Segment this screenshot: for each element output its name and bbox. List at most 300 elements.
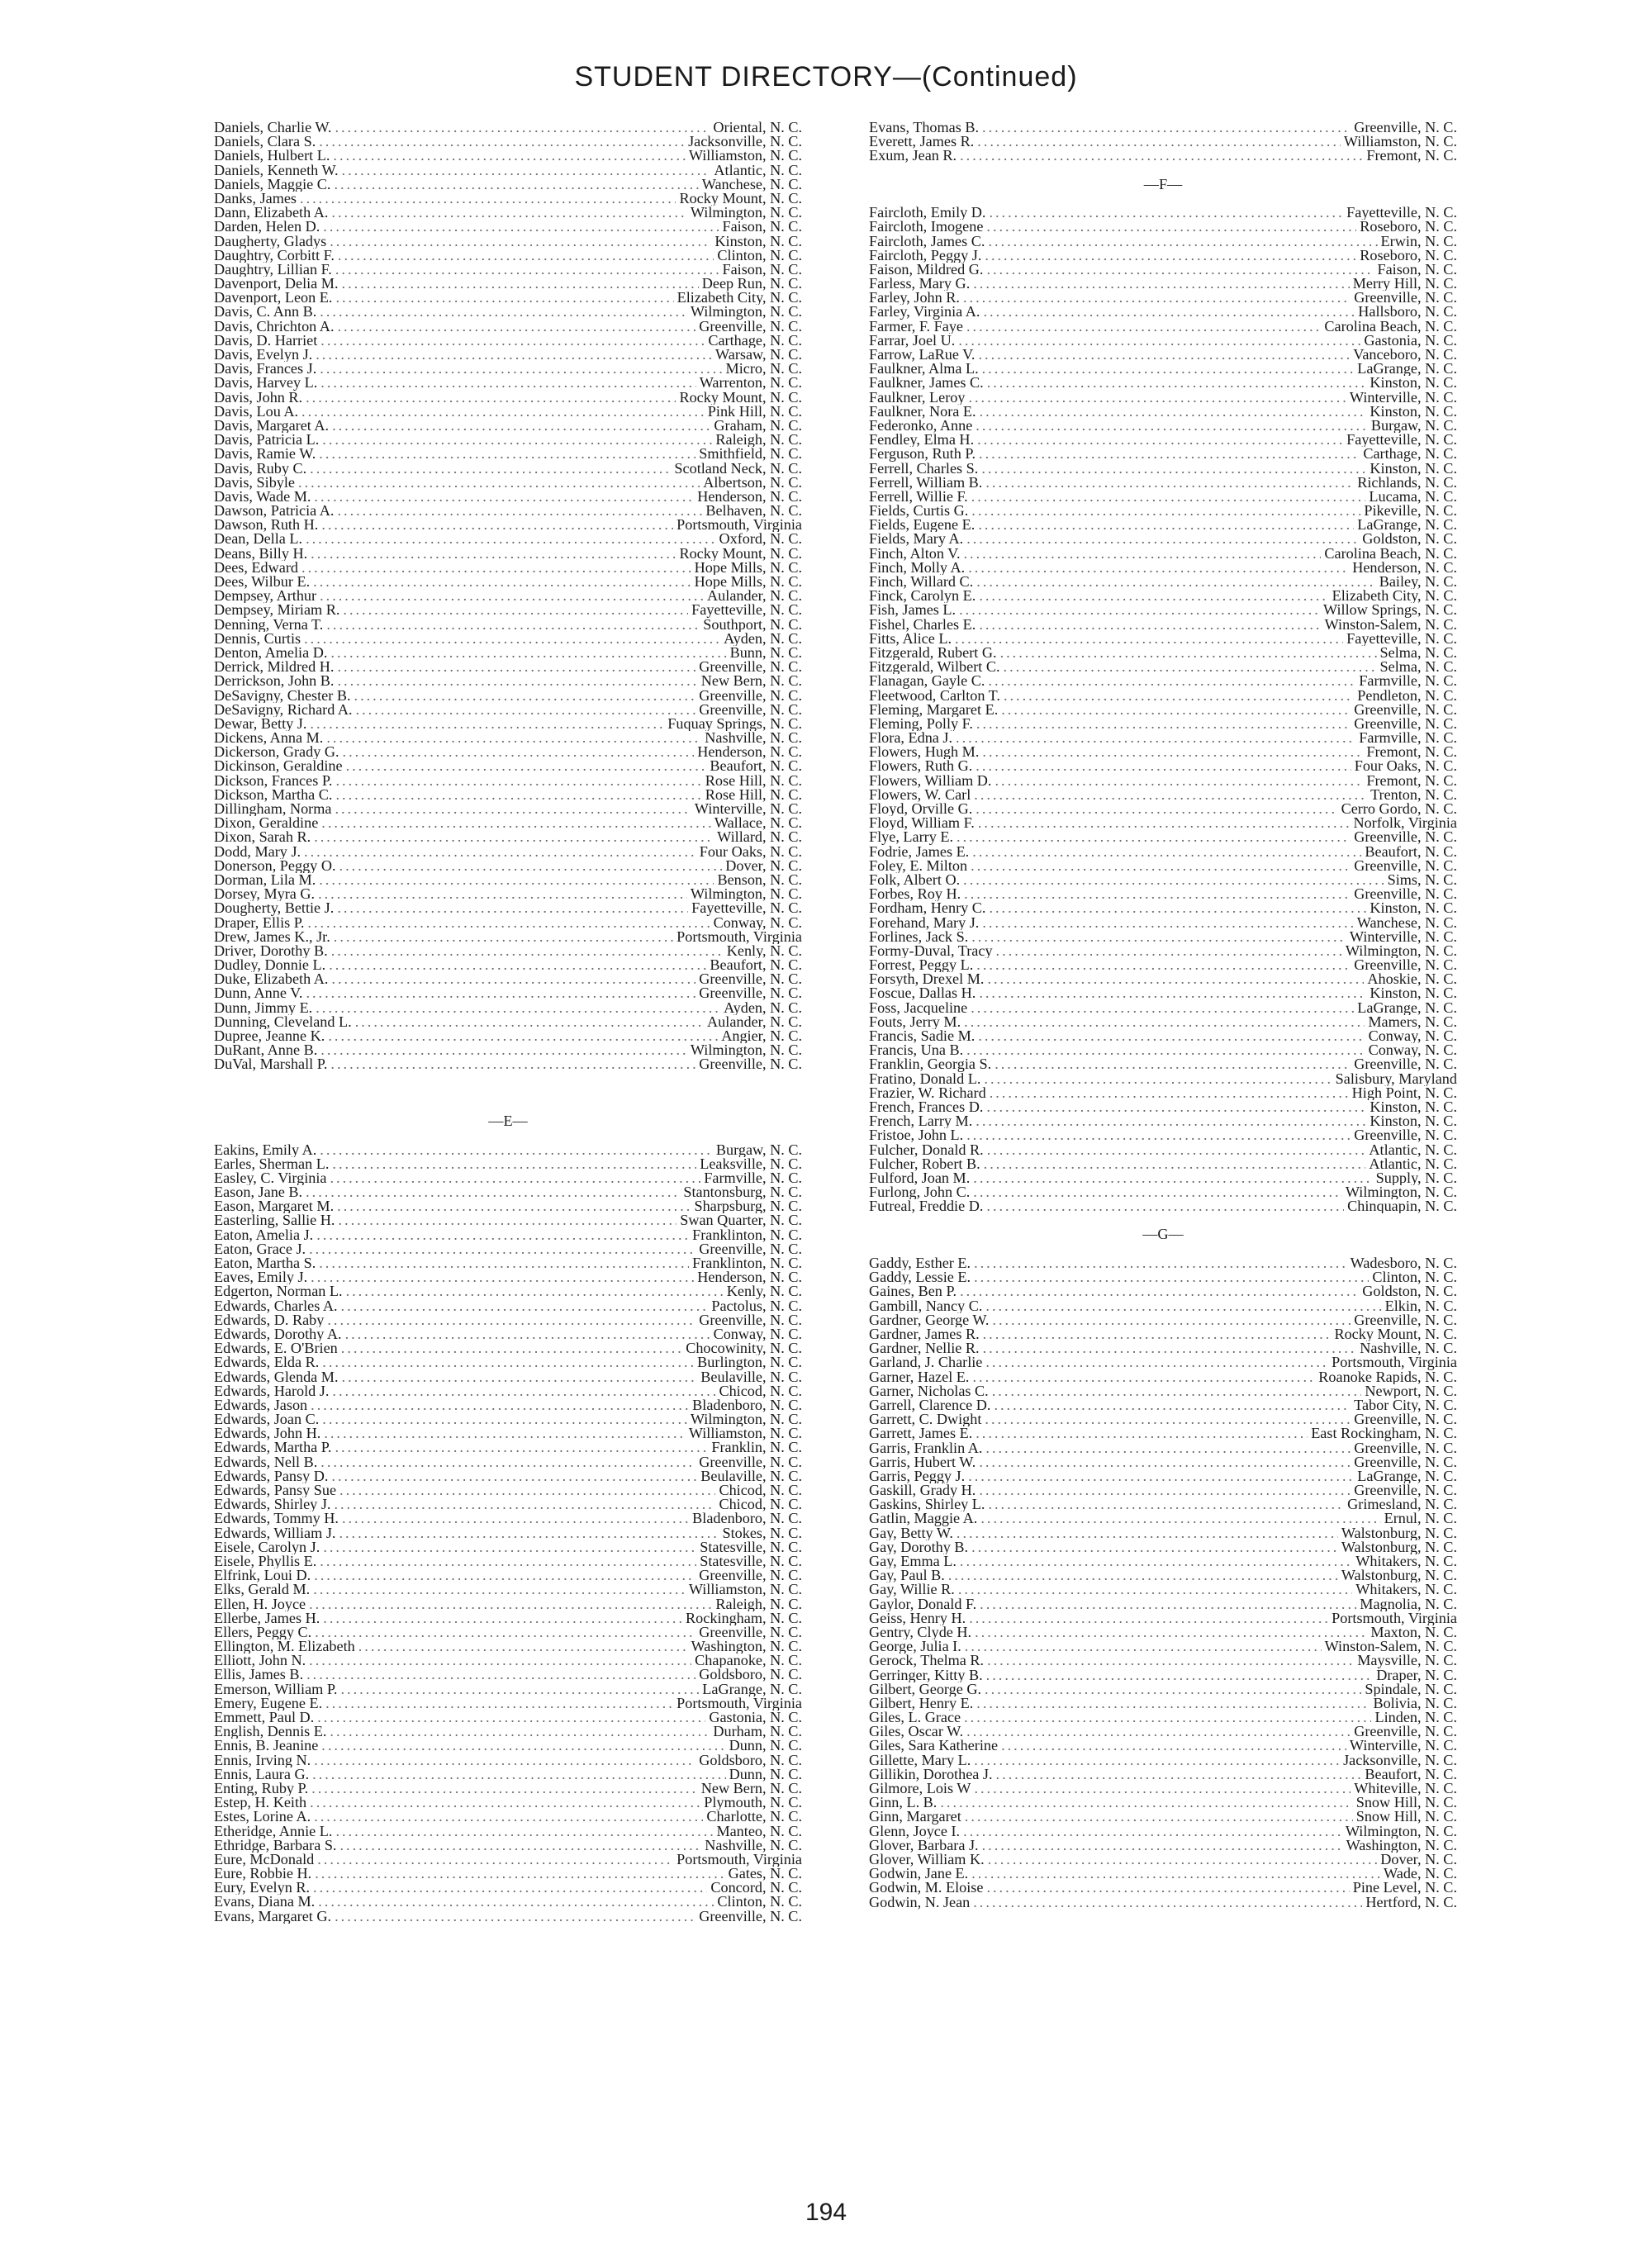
hometown: Greenville, N. C. bbox=[1354, 1057, 1457, 1072]
directory-entry bbox=[214, 362, 802, 376]
directory-entry bbox=[869, 689, 1457, 703]
student-name: Ellerbe, James H. bbox=[214, 1611, 320, 1625]
student-name: Dickson, Frances P. bbox=[214, 773, 333, 788]
directory-entry bbox=[214, 419, 802, 433]
dot-leader bbox=[986, 1881, 1349, 1895]
student-name: Ginn, Margaret bbox=[869, 1810, 961, 1825]
student-name: Finch, Willard C. bbox=[869, 575, 974, 590]
directory-entry bbox=[214, 830, 802, 844]
student-name: Geiss, Henry H. bbox=[869, 1611, 966, 1625]
student-name: Gatlin, Maggie A. bbox=[869, 1511, 978, 1526]
hometown: Williamston, N. C. bbox=[688, 1426, 802, 1441]
directory-entry bbox=[214, 1654, 802, 1668]
hometown: Raleigh, N. C. bbox=[715, 1597, 802, 1611]
dot-leader bbox=[309, 1597, 712, 1611]
student-name: Gambill, Nancy C. bbox=[869, 1298, 983, 1313]
hometown: Atlantic, N. C. bbox=[1369, 1142, 1457, 1157]
dot-leader bbox=[337, 660, 695, 674]
student-name: Fodrie, James E. bbox=[869, 844, 970, 859]
directory-entry bbox=[869, 845, 1457, 859]
student-name: Dodd, Mary J. bbox=[214, 844, 301, 859]
hometown: Atlantic, N. C. bbox=[1369, 1156, 1457, 1171]
hometown: Warrenton, N. C. bbox=[699, 376, 802, 391]
dot-leader bbox=[1001, 1739, 1346, 1753]
directory-entry bbox=[214, 1299, 802, 1313]
dot-leader bbox=[322, 1355, 694, 1369]
dot-leader bbox=[989, 901, 1366, 915]
student-name: Ennis, Laura G. bbox=[214, 1767, 310, 1782]
student-name: Dixon, Sarah R. bbox=[214, 830, 311, 845]
directory-entry bbox=[214, 135, 802, 149]
hometown: Winterville, N. C. bbox=[1349, 1739, 1457, 1753]
directory-entry bbox=[869, 263, 1457, 277]
dot-leader bbox=[965, 1810, 1353, 1824]
directory-entry bbox=[869, 986, 1457, 1000]
hometown: Deep Run, N. C. bbox=[701, 277, 802, 292]
directory-entry bbox=[869, 1654, 1457, 1668]
hometown: Carthage, N. C. bbox=[1363, 447, 1457, 462]
student-name: Faulkner, Alma L. bbox=[869, 362, 979, 377]
directory-entry bbox=[214, 249, 802, 263]
student-name: Fleming, Polly F. bbox=[869, 716, 973, 732]
hometown: Carolina Beach, N. C. bbox=[1324, 319, 1457, 334]
dot-leader bbox=[984, 1157, 1366, 1171]
hometown: Mamers, N. C. bbox=[1368, 1014, 1457, 1030]
student-name: Draper, Ellis P. bbox=[214, 915, 305, 930]
student-name: Giles, L. Grace bbox=[869, 1711, 961, 1725]
hometown: Wilmington, N. C. bbox=[690, 1412, 802, 1427]
directory-entry bbox=[869, 660, 1457, 674]
dot-leader bbox=[309, 1654, 691, 1668]
student-name: Davis, Lou A. bbox=[214, 404, 299, 419]
directory-entry bbox=[869, 1100, 1457, 1114]
student-name: Dees, Wilbur E. bbox=[214, 575, 311, 590]
dot-leader bbox=[337, 901, 688, 915]
hometown: Stantonsburg, N. C. bbox=[683, 1185, 802, 1200]
dot-leader bbox=[321, 1739, 725, 1753]
hometown: Wilmington, N. C. bbox=[690, 887, 802, 902]
student-name: Gilbert, Henry E. bbox=[869, 1696, 974, 1711]
hometown: Rocky Mount, N. C. bbox=[679, 390, 802, 405]
dot-leader bbox=[986, 220, 1356, 234]
student-name: Francis, Sadie M. bbox=[869, 1029, 976, 1044]
directory-entry bbox=[869, 149, 1457, 163]
hometown: Kinston, N. C. bbox=[1370, 901, 1457, 916]
student-name: Daughtry, Lillian F. bbox=[214, 262, 332, 278]
dot-leader bbox=[316, 1001, 720, 1015]
directory-entry bbox=[214, 618, 802, 632]
directory-entry bbox=[214, 972, 802, 986]
directory-entry bbox=[869, 618, 1457, 632]
dot-leader bbox=[979, 618, 1321, 632]
dot-leader bbox=[964, 1015, 1365, 1029]
dot-leader bbox=[331, 1469, 697, 1483]
hometown: Bladenboro, N. C. bbox=[692, 1511, 802, 1526]
student-name: Fishel, Charles E. bbox=[869, 617, 976, 632]
hometown: Faison, N. C. bbox=[722, 262, 802, 278]
dot-leader bbox=[342, 164, 711, 178]
student-name: Deans, Billy H. bbox=[214, 546, 308, 561]
dot-leader bbox=[966, 532, 1359, 546]
hometown: Four Oaks, N. C. bbox=[1354, 759, 1457, 774]
hometown: Clinton, N. C. bbox=[1372, 1270, 1457, 1285]
hometown: Goldston, N. C. bbox=[1362, 532, 1457, 547]
hometown: Rocky Mount, N. C. bbox=[679, 546, 802, 561]
directory-entry bbox=[869, 376, 1457, 390]
dot-leader bbox=[314, 1810, 703, 1824]
student-name: Faircloth, Imogene bbox=[869, 220, 984, 235]
directory-entry bbox=[869, 1511, 1457, 1526]
directory-entry bbox=[214, 1157, 802, 1171]
hometown: LaGrange, N. C. bbox=[1357, 362, 1457, 377]
directory-column-left bbox=[214, 121, 802, 1924]
student-name: Glover, Barbara J. bbox=[869, 1838, 979, 1853]
dot-leader bbox=[332, 1384, 715, 1398]
dot-leader bbox=[346, 1284, 724, 1298]
hometown: Statesville, N. C. bbox=[700, 1554, 802, 1569]
dot-leader bbox=[979, 589, 1328, 603]
dot-leader bbox=[343, 603, 688, 617]
student-name: Gaddy, Esther E. bbox=[869, 1256, 971, 1271]
directory-entry bbox=[214, 660, 802, 674]
directory-entry bbox=[869, 646, 1457, 660]
directory-entry bbox=[869, 1270, 1457, 1284]
hometown: Greenville, N. C. bbox=[699, 986, 802, 1001]
directory-entry bbox=[214, 1256, 802, 1270]
directory-entry bbox=[214, 1270, 802, 1284]
directory-entry bbox=[214, 320, 802, 334]
student-name: Dupree, Jeanne K. bbox=[214, 1029, 325, 1044]
directory-entry bbox=[214, 717, 802, 731]
hometown: New Bern, N. C. bbox=[700, 674, 802, 689]
hometown: Tabor City, N. C. bbox=[1354, 1397, 1457, 1413]
directory-entry bbox=[869, 1398, 1457, 1412]
hometown: Portsmouth, Virginia bbox=[676, 1696, 802, 1711]
hometown: Whitakers, N. C. bbox=[1355, 1554, 1457, 1569]
directory-entry bbox=[869, 334, 1457, 348]
hometown: Leaksville, N. C. bbox=[700, 1156, 802, 1171]
hometown: Winterville, N. C. bbox=[1349, 929, 1457, 944]
dot-leader bbox=[320, 589, 704, 603]
dot-leader bbox=[331, 944, 724, 958]
hometown: Conway, N. C. bbox=[713, 915, 802, 930]
directory-entry bbox=[869, 1711, 1457, 1725]
student-name: Edwards, John H. bbox=[214, 1426, 321, 1441]
directory-entry bbox=[214, 1682, 802, 1696]
student-name: Garland, J. Charlie bbox=[869, 1355, 983, 1370]
hometown: Pink Hill, N. C. bbox=[707, 404, 802, 419]
directory-entry bbox=[869, 930, 1457, 944]
directory-entry bbox=[869, 703, 1457, 717]
directory-entry bbox=[869, 873, 1457, 887]
hometown: Wilmington, N. C. bbox=[1345, 1824, 1457, 1839]
dot-leader bbox=[320, 376, 695, 390]
dot-leader bbox=[313, 1583, 686, 1597]
dot-leader bbox=[974, 1753, 1340, 1768]
directory-entry bbox=[869, 490, 1457, 504]
directory-entry bbox=[214, 1398, 802, 1412]
dot-leader bbox=[342, 1511, 689, 1526]
directory-entry bbox=[214, 1455, 802, 1469]
dot-leader bbox=[332, 1157, 696, 1171]
student-name: Daniels, Kenneth W. bbox=[214, 163, 339, 178]
dot-leader bbox=[318, 1895, 714, 1909]
directory-entry bbox=[214, 1511, 802, 1526]
student-name: Garris, Hubert W. bbox=[869, 1454, 976, 1469]
directory-entry bbox=[869, 1043, 1457, 1057]
hometown: Bladenboro, N. C. bbox=[692, 1397, 802, 1413]
hometown: LaGrange, N. C. bbox=[702, 1682, 802, 1696]
hometown: Chicod, N. C. bbox=[719, 1383, 802, 1398]
dot-leader bbox=[306, 532, 715, 546]
directory-entry bbox=[869, 1583, 1457, 1597]
student-name: Edwards, Joan C. bbox=[214, 1412, 320, 1427]
student-name: Foley, E. Milton bbox=[869, 858, 968, 873]
dot-leader bbox=[313, 1881, 707, 1895]
dot-leader bbox=[973, 1171, 1372, 1185]
hometown: Cerro Gordo, N. C. bbox=[1341, 802, 1457, 817]
dot-leader bbox=[323, 1611, 682, 1625]
hometown: Winterville, N. C. bbox=[1349, 390, 1457, 405]
hometown: Chinquapin, N. C. bbox=[1347, 1199, 1457, 1214]
dot-leader bbox=[980, 1597, 1356, 1611]
directory-entry bbox=[214, 774, 802, 788]
dot-leader bbox=[972, 1370, 1315, 1384]
student-name: Dees, Edward bbox=[214, 560, 299, 575]
hometown: Rocky Mount, N. C. bbox=[1334, 1327, 1457, 1342]
hometown: Greenville, N. C. bbox=[1354, 291, 1457, 306]
hometown: Washington, N. C. bbox=[691, 1639, 802, 1654]
directory-entry bbox=[214, 745, 802, 759]
hometown: Pine Level, N. C. bbox=[1352, 1881, 1457, 1896]
directory-entry bbox=[869, 1668, 1457, 1682]
hometown: Henderson, N. C. bbox=[697, 1270, 802, 1285]
directory-entry bbox=[869, 405, 1457, 419]
dot-leader bbox=[979, 986, 1366, 1000]
hometown: Portsmouth, Virginia bbox=[1332, 1611, 1457, 1625]
directory-entry bbox=[214, 1825, 802, 1839]
directory-entry bbox=[869, 1441, 1457, 1455]
directory-entry bbox=[214, 731, 802, 745]
hometown: Vanceboro, N. C. bbox=[1353, 348, 1457, 363]
hometown: Dunn, N. C. bbox=[729, 1767, 802, 1782]
hometown: Merry Hill, N. C. bbox=[1352, 277, 1457, 292]
student-name: Gilmore, Lois W bbox=[869, 1782, 971, 1796]
directory-entry bbox=[869, 1540, 1457, 1554]
dot-leader bbox=[960, 149, 1363, 163]
dot-leader bbox=[976, 717, 1351, 731]
directory-entry bbox=[869, 1625, 1457, 1639]
dot-leader bbox=[333, 149, 685, 163]
student-name: Giles, Oscar W. bbox=[869, 1725, 964, 1739]
student-name: Ellers, Peggy C. bbox=[214, 1625, 312, 1640]
student-name: Eakins, Emily A. bbox=[214, 1142, 317, 1157]
dot-leader bbox=[968, 1469, 1354, 1483]
directory-entry bbox=[214, 1540, 802, 1554]
dot-leader bbox=[335, 1910, 695, 1924]
dot-leader bbox=[985, 1682, 1361, 1696]
student-name: Fendley, Elma H. bbox=[869, 433, 975, 448]
directory-entry bbox=[214, 1782, 802, 1796]
student-name: Garris, Peggy J. bbox=[869, 1469, 966, 1484]
student-name: Edwards, Dorothy A. bbox=[214, 1326, 342, 1342]
hometown: Richlands, N. C. bbox=[1357, 475, 1457, 490]
dot-leader bbox=[956, 731, 1355, 745]
hometown: Greenville, N. C. bbox=[699, 688, 802, 703]
dot-leader bbox=[326, 618, 700, 632]
dot-leader bbox=[996, 1768, 1362, 1782]
section-letter-heading: —E— bbox=[488, 1112, 528, 1129]
student-name: Fristoe, John L. bbox=[869, 1128, 964, 1143]
dot-leader bbox=[973, 1185, 1342, 1199]
student-name: Ellen, H. Joyce bbox=[214, 1597, 306, 1611]
dot-leader bbox=[298, 476, 700, 490]
student-name: Danks, James bbox=[214, 191, 297, 206]
dot-leader bbox=[341, 1341, 682, 1355]
student-name: Garrett, James E. bbox=[869, 1426, 973, 1441]
hometown: Chapanoke, N. C. bbox=[695, 1654, 802, 1668]
student-name: Dean, Della L. bbox=[214, 532, 303, 547]
hometown: Wade, N. C. bbox=[1384, 1867, 1457, 1881]
dot-leader bbox=[311, 1398, 689, 1412]
student-name: Fulcher, Robert B. bbox=[869, 1156, 980, 1171]
student-name: Dixon, Geraldine bbox=[214, 816, 319, 831]
dot-leader bbox=[960, 1284, 1359, 1298]
student-name: Fratino, Donald L. bbox=[869, 1071, 981, 1086]
directory-entry bbox=[869, 1426, 1457, 1440]
student-name: Evans, Margaret G. bbox=[214, 1909, 332, 1924]
directory-entry bbox=[214, 1057, 802, 1071]
dot-leader bbox=[314, 830, 714, 844]
dot-leader bbox=[972, 845, 1361, 859]
directory-entry bbox=[214, 376, 802, 390]
dot-leader bbox=[964, 1711, 1371, 1725]
directory-entry bbox=[869, 1001, 1457, 1015]
directory-entry bbox=[869, 1881, 1457, 1895]
hometown: Greenville, N. C. bbox=[1354, 1128, 1457, 1143]
directory-entry bbox=[214, 305, 802, 319]
student-name: Eure, McDonald bbox=[214, 1852, 315, 1867]
hometown: Whitakers, N. C. bbox=[1355, 1583, 1457, 1597]
student-name: Floyd, Orville G. bbox=[869, 802, 973, 817]
directory-entry bbox=[214, 405, 802, 419]
directory-entry bbox=[869, 1284, 1457, 1298]
hometown: Dover, N. C. bbox=[725, 858, 802, 873]
directory-entry bbox=[214, 759, 802, 773]
hometown: Faison, N. C. bbox=[1377, 262, 1457, 278]
student-name: Forsyth, Drexel M. bbox=[869, 972, 985, 987]
dot-leader bbox=[300, 192, 676, 206]
dot-leader bbox=[319, 447, 695, 461]
student-name: Ferrell, Charles S. bbox=[869, 461, 979, 476]
directory-entry bbox=[214, 859, 802, 873]
hometown: Rocky Mount, N. C. bbox=[679, 191, 802, 206]
student-name: Eure, Robbie H. bbox=[214, 1867, 312, 1881]
hometown: Newport, N. C. bbox=[1365, 1383, 1457, 1398]
directory-entry bbox=[214, 1839, 802, 1853]
student-name: Flora, Edna J. bbox=[869, 731, 953, 746]
section-letter-heading: —G— bbox=[1142, 1226, 1184, 1243]
student-name: Foscue, Dallas H. bbox=[869, 986, 976, 1001]
dot-leader bbox=[974, 788, 1367, 802]
hometown: Beulaville, N. C. bbox=[700, 1469, 802, 1484]
dot-leader bbox=[966, 1043, 1365, 1057]
spacer bbox=[214, 1072, 802, 1100]
student-name: Easterling, Sallie H. bbox=[214, 1213, 335, 1228]
dot-leader bbox=[985, 1412, 1351, 1426]
directory-entry bbox=[869, 1327, 1457, 1341]
dot-leader bbox=[977, 135, 1341, 149]
dot-leader bbox=[976, 575, 1375, 589]
directory-entry bbox=[214, 277, 802, 291]
student-name: Daniels, Charlie W. bbox=[214, 121, 332, 135]
hometown: Concord, N. C. bbox=[710, 1881, 802, 1896]
directory-entry bbox=[214, 845, 802, 859]
directory-entry bbox=[869, 944, 1457, 958]
directory-entry bbox=[869, 1554, 1457, 1568]
hometown: Nashville, N. C. bbox=[705, 1838, 802, 1853]
dot-leader bbox=[958, 334, 1360, 348]
hometown: Nashville, N. C. bbox=[1360, 1341, 1457, 1356]
student-name: Fordham, Henry C. bbox=[869, 901, 986, 916]
dot-leader bbox=[320, 362, 722, 376]
hometown: Greenville, N. C. bbox=[699, 1568, 802, 1583]
directory-entry bbox=[214, 603, 802, 617]
student-name: Gaskill, Grady H. bbox=[869, 1483, 976, 1498]
directory-entry bbox=[869, 1639, 1457, 1654]
dot-leader bbox=[330, 646, 726, 660]
hometown: Chocowinity, N. C. bbox=[686, 1341, 802, 1356]
student-name: Gaines, Ben P. bbox=[869, 1284, 957, 1299]
directory-entry bbox=[214, 532, 802, 546]
hometown: Greenville, N. C. bbox=[1354, 702, 1457, 717]
hometown: Greenville, N. C. bbox=[1354, 858, 1457, 873]
hometown: Whiteville, N. C. bbox=[1354, 1782, 1457, 1796]
directory-entry bbox=[869, 1796, 1457, 1810]
student-name: Elfrink, Loui D. bbox=[214, 1568, 311, 1583]
directory-entry bbox=[214, 1497, 802, 1511]
hometown: Fayetteville, N. C. bbox=[1346, 206, 1457, 221]
hometown: Wilmington, N. C. bbox=[1345, 943, 1457, 959]
directory-entry bbox=[869, 589, 1457, 603]
hometown: Portsmouth, Virginia bbox=[676, 1852, 802, 1867]
directory-entry bbox=[869, 1696, 1457, 1711]
hometown: Wanchese, N. C. bbox=[701, 177, 802, 192]
directory-entry bbox=[214, 476, 802, 490]
hometown: Elizabeth City, N. C. bbox=[676, 291, 802, 306]
hometown: Selma, N. C. bbox=[1379, 660, 1457, 675]
dot-leader bbox=[957, 830, 1351, 844]
directory-entry bbox=[214, 1015, 802, 1029]
hometown: Conway, N. C. bbox=[713, 1326, 802, 1342]
directory-entry bbox=[214, 235, 802, 249]
dot-leader bbox=[963, 1825, 1342, 1839]
directory-entry bbox=[869, 419, 1457, 433]
directory-entry bbox=[214, 206, 802, 220]
student-name: Dorsey, Myra G. bbox=[214, 887, 316, 902]
hometown: Lucama, N. C. bbox=[1369, 489, 1457, 505]
directory-entry bbox=[869, 774, 1457, 788]
hometown: Fayetteville, N. C. bbox=[691, 901, 802, 916]
student-name: Fleetwood, Carlton T. bbox=[869, 688, 1000, 703]
student-name: Daugherty, Gladys bbox=[214, 234, 327, 249]
directory-entry bbox=[869, 830, 1457, 844]
student-name: Estep, H. Keith bbox=[214, 1796, 307, 1810]
hometown: Linden, N. C. bbox=[1374, 1711, 1457, 1725]
dot-leader bbox=[335, 1825, 713, 1839]
student-name: Ellington, M. Elizabeth bbox=[214, 1639, 355, 1654]
student-name: Formy-Duval, Tracy bbox=[869, 943, 993, 959]
